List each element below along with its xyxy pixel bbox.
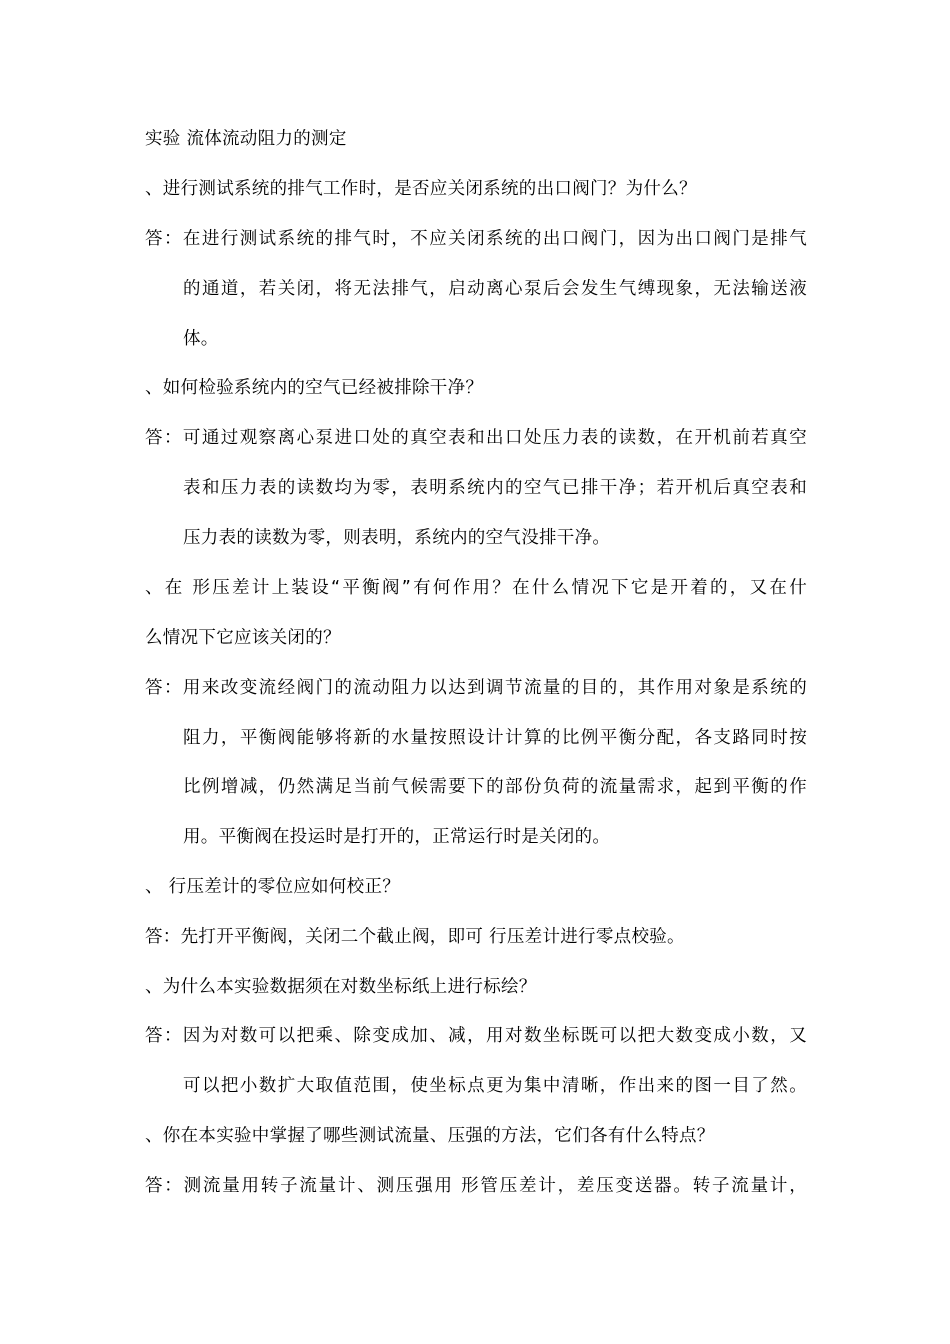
question-2: 、如何检验系统内的空气已经被排除干净？: [145, 378, 484, 398]
answer-4: 答：先打开平衡阀，关闭二个截止阀，即可 行压差计进行零点校验。: [145, 927, 685, 947]
answer-1-line-1: 答：在进行测试系统的排气时，不应关闭系统的出口阀门，因为出口阀门是排气: [145, 229, 807, 249]
answer-1-line-2: 的通道，若关闭，将无法排气，启动离心泵后会发生气缚现象，无法输送液: [183, 279, 807, 299]
answer-6-line-1: 答：测流量用转子流量计、测压强用 形管压差计，差压变送器。转子流量计，: [145, 1176, 807, 1196]
document-title: 实验 流体流动阻力的测定: [145, 129, 347, 149]
answer-3-line-1: 答：用来改变流经阀门的流动阻力以达到调节流量的目的，其作用对象是系统的: [145, 678, 807, 698]
question-6: 、你在本实验中掌握了哪些测试流量、压强的方法，它们各有什么特点？: [145, 1126, 715, 1146]
answer-3-line-4: 用。平衡阀在投运时是打开的，正常运行时是关闭的。: [183, 827, 611, 847]
question-3-line-1: 、在 形压差计上装设“平衡阀”有何作用？在什么情况下它是开着的，又在什: [145, 578, 807, 598]
answer-5-line-1: 答：因为对数可以把乘、除变成加、减，用对数坐标既可以把大数变成小数，又: [145, 1026, 807, 1046]
answer-2-line-2: 表和压力表的读数均为零，表明系统内的空气已排干净；若开机后真空表和: [183, 478, 807, 498]
answer-2-line-3: 压力表的读数为零，则表明，系统内的空气没排干净。: [183, 528, 611, 548]
answer-5-line-2: 可以把小数扩大取值范围，使坐标点更为集中清晰，作出来的图一目了然。: [183, 1076, 807, 1096]
answer-3-line-2: 阻力，平衡阀能够将新的水量按照设计计算的比例平衡分配，各支路同时按: [183, 728, 807, 748]
question-4: 、 行压差计的零位应如何校正？: [145, 877, 401, 897]
question-5: 、为什么本实验数据须在对数坐标纸上进行标绘？: [145, 977, 537, 997]
answer-1-line-3: 体。: [183, 329, 219, 349]
question-3-line-2: 么情况下它应该关闭的？: [145, 628, 341, 648]
question-1: 、进行测试系统的排气工作时，是否应关闭系统的出口阀门？为什么？: [145, 179, 697, 199]
answer-2-line-1: 答：可通过观察离心泵进口处的真空表和出口处压力表的读数，在开机前若真空: [145, 428, 807, 448]
answer-3-line-3: 比例增减，仍然满足当前气候需要下的部份负荷的流量需求，起到平衡的作: [183, 777, 807, 797]
